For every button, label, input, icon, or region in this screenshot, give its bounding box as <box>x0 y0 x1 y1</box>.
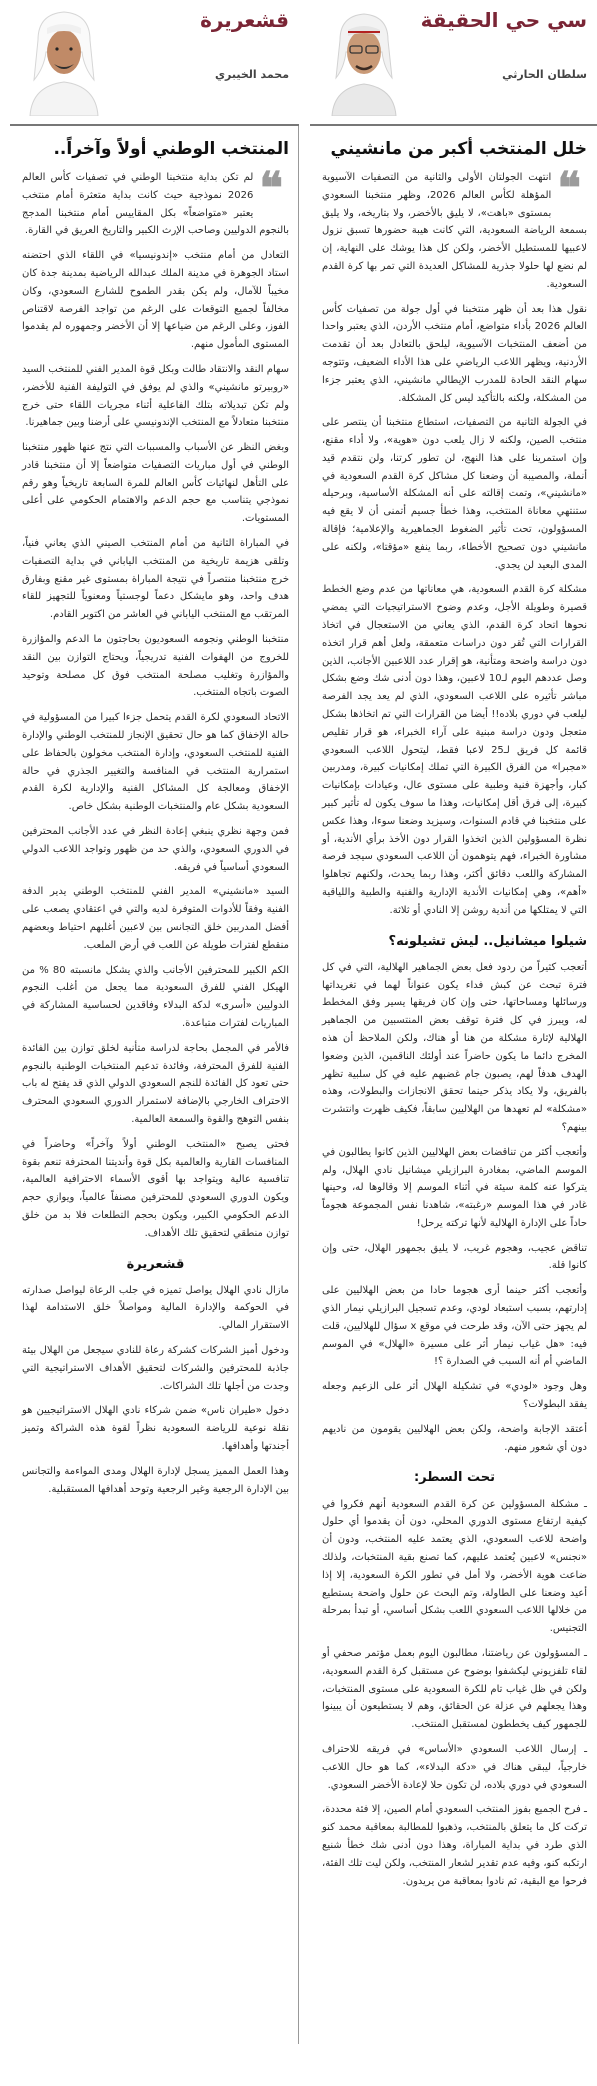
left-paragraph: مازال نادي الهلال يواصل تميزه في جلب الرعاة ليواصل صدارته في الحوكمة والإدارة المالية ومواصلاً خلق الاستدامة لهذا الاستقرار المالي. <box>22 1284 289 1332</box>
right-subheading-1: شيلوا ميشانيل.. ليش تشيلونه؟ <box>388 933 587 949</box>
left-paragraph: لم تكن بداية منتخبنا الوطني في تصفيات كأس العالم 2026 نموذجية حيث كانت بداية متعثرة أمام منتخب يعتبر «متواضعاً» بكل المقاييس أمام منتخبنا المدجج بالنجوم الدوليين وصاحب الإرث الكبير والتاريخ العريق في القارة. <box>22 171 289 237</box>
right-paragraph: انتهت الجولتان الأولى والثانية من التصفيات الآسيوية المؤهلة لكأس العالم 2026، وظهر منتخبنا السعودي بمستوى «باهت»، لا يليق بالأخضر، ولا بتاريخه، ولا يليق بسمعة الرياضة السعودية، التي كانت هيبة حضورها تسبق نزول لاعبيها للمستطيل الأخضر، ولكن كل هذا يوشك على النهاية، إن لم نضع لها حلولا جذرية للمشاكل العديدة التي تمر بها كرة القدم السعودية. <box>322 171 587 290</box>
right-paragraph: وهل وجود «لودي» في تشكيلة الهلال أثر على الزعيم وجعله يفقد البطولات؟ <box>322 1381 587 1411</box>
left-paragraph: وبغض النظر عن الأسباب والمسببات التي نتج عنها ظهور منتخبنا الوطني في أول مباريات التصفيات متواضعاً إلا أن منتخبنا قادر على التأهل لنهائيات كأس العالم للمرة السابعة تاريخياً وهو رقم نموذجي يتناسب مع حجم الدعم والاهتمام الحكومي على أعلى المستويات. <box>22 442 289 525</box>
right-paragraph: أتعجب كثيراً من ردود فعل بعض الجماهير الهلالية، التي في كل فترة تبحث عن كبش فداء يكون عنواناً لهما في تغريداتها ورسائلها ومساحاتها، حتى وإن كان فريقها يسير وفق المخطط له، ويبرز في كل فترة توقف بعض المنتسبين من الجماهير الهلالية لإثارة مشكلة من هنا أو هناك، ولكن الملاحظ أن هذه المخرج دائما ما يكون حاضراً عند أولئك الناقمين، الذين وضعوا الهدف هدفاً لهم، يصبون جام غضبهم عليه في كل سلبية تظهر بالفريق، ولا يكاد يذكر حينما تحقق الانجازات والبطولات، وهذه «مشكلة» لم تعهدها من الهلاليين سابقاً، فكيف ظهرت وانتشرت بينهم؟ <box>322 961 587 1133</box>
right-paragraph: وأتعجب أكثر من تناقضات بعض الهلاليين الذين كانوا يطالبون في الموسم الماضي، بمغادرة البرازيلي ميشانيل نادي الهلال، ولم يتركوا عنه كلمة سيئة في أثناء الموسم إلا وقالوها له، وحينها غادر في هذا الموسم «رغبته»، شاهدنا نفس المجموعة هجوماً حاداً على الإدارة الهلالية لأنها تركته يرحل! <box>322 1146 587 1229</box>
left-subheading: قشعريرة <box>126 1256 185 1272</box>
left-paragraph: دخول «طيران ناس» ضمن شركاء نادي الهلال الاستراتيجيين هو نقلة نوعية للرياضة السعودية نظراً لقوة هذه الشراكة وتميز أجندتها وأهدافها. <box>22 1405 289 1453</box>
right-paragraph: وأتعجب أكثر حينما أرى هجوما حادا من بعض الهلاليين على إدارتهم، بسبب استبعاد لودي، وعدم تسجيل البرازيلي نيمار الذي لم يجهز حتى الآن، وقد طرحت في موقع x سؤال للهلاليين، قلت فيه: «هل غياب نيمار أثر على مسيرة «الهلال» في الموسم الماضي أم أنه السبب في الصدارة ؟! <box>322 1285 588 1368</box>
left-paragraph: السيد «مانشيني» المدير الفني للمنتخب الوطني يدير الدفة الفنية وفقاً للأدوات المتوفرة لديه والتي في اعتقادي يصعب على أفضل المدربين خلق التجانس بين لاعبين أغلبهم احتياط وبعضهم منقطع لفترات طويلة عن اللعب في أرض الملعب. <box>22 886 289 951</box>
left-paragraph: في المباراة الثانية من أمام المنتخب الصيني الذي يعاني فنياً، وتلقى هزيمة تاريخية من المنتخب الياباني في بداية التصفيات خرج منتخبنا منتصراً في نتيجة المباراة بمستوى غير مقنع وبفارق هدف واحد، وهو مايشكل دعماً لوجستياً ومعنوياً للتجهيز للقاء المرتقب مع المنتخب الياباني في العاشر من اكتوبر القادم. <box>22 538 289 621</box>
left-paragraph: الكم الكبير للمحترفين الأجانب والذي يشكل مانسبته 80 % من الهيكل الفني للفرق السعودية مما يجعل من أغلب النجوم الدوليين «أسرى» لدكة البدلاء وفاقدين لحساسية المشاركة في المباريات لفترات متباعدة. <box>22 964 290 1029</box>
right-paragraph: نقول هذا بعد أن ظهر منتخبنا في أول جولة من تصفيات كأس العالم 2026 بأداء متواضع، أمام منتخب الأردن، الذي يعتبر واحدا من أضعف المنتخبات الآسيوية، ليلحق بالتعادل بعد أن تقدمت الأردنية، ويظهر اللاعب الرياضي على هذا الأداء الضعيف، وتتوجه سهام النقد الحادة للمدرب الإيطالي مانشيني، الذي يعتبر جزءا من المشكلة، ولكنه بالتأكيد ليس كل المشكلة. <box>322 303 588 404</box>
left-paragraph: ودخول أميز الشركات كشركة رعاة للنادي سيجعل من الهلال بيئة جاذبة للمحترفين والشركات لتحقيق الأهداف الاستراتيجية التي وجدت من أجلها تلك الشراكات. <box>22 1345 289 1392</box>
right-column-name: سي حي الحقيقة <box>420 8 587 32</box>
right-column <box>310 0 597 2086</box>
right-paragraph: أعتقد الإجابة واضحة، ولكن بعض الهلاليين يقومون من ناديهم دون أي شعور منهم. <box>322 1423 587 1453</box>
right-paragraph: ـ فرح الجميع بفوز المنتخب السعودي أمام الصين، إلا فئة محددة، تركت كل ما يتعلق بالمنتخب، وذهبوا للمطالبة بمعاقبة محمد كنو الذي طرد في بداية المباراة، وهذا دون أدنى شك خطأ شنيع ارتكبه كنو، وفيه عدم تقدير لشعار المنتخب، ولكن ليت تلك الفئة، فرحوا مع البقية، ثم نادوا بمعاقبة من يريدون. <box>322 1804 587 1887</box>
left-author-name: محمد الخيبري <box>214 68 289 81</box>
right-headline: خلل المنتخب أكبر من مانشيني <box>330 139 587 159</box>
right-paragraph: ـ مشكلة المسؤولين عن كرة القدم السعودية أنهم فكروا في كيفية ارتفاع مستوى الدوري المحلي، دون أن يقدموا أي حلول واضحة للاعب السعودي، الذي يعتمد عليه المنتخب، ودون أن «نجنس» لاعبين يُعتمد عليهم، كما تصنع بقية المنتخبات، ولذلك ضاعت هوية الأخضر، ولا أمل في تطور الكرة السعودية، إلا إذا أعيد وضعنا على الطاولة، وتم البحث عن حلول واضحة يستطيع من خلالها اللاعب السعودي اللعب بشكل أساسي، أو تبدأ بمرحلة التجنيس. <box>322 1498 587 1635</box>
left-author-photo <box>18 4 110 116</box>
left-column-header <box>10 0 299 126</box>
right-paragraph: ـ إرسال اللاعب السعودي «الأساس» في فريقه للاحتراف خارجياً، ليبقى هناك في «دكة البدلاء»، كما هو حال اللاعب السعودي في دوري بلاده، لن تكون حلا لإعادة الأخضر السعودي. <box>322 1743 587 1791</box>
left-paragraph: فمن وجهة نظري ينبغي إعادة النظر في عدد الأجانب المحترفين في الدوري السعودي، والذي حد من ظهور وتواجد اللاعب الدولي السعودي أساسياً في فريقه. <box>22 826 289 873</box>
right-paragraph: في الجولة الثانية من التصفيات، استطاع منتخبنا أن ينتصر على منتخب الصين، ولكنه لا زال يلعب دون «هوية»، ولا أداء مقنع، وإن استمرينا على هذا النهج، لن تطور كرتنا، ولن نتقدم قيد أنملة، والمصيبة أن وضعنا كل مشاكل كرة القدم السعودية في «مانشيني»، وتمت إقالته على أنه المشكلة الأساسية، وبرحيله ستنتهي معاناة المنتخب، وهذا خطأ جسيم أتمنى أن لا يقع فيه المسؤولون، تحت تأثير الضغوط الجماهيرية والإعلامية؛ فإقالة مانشيني دون تصحيح الأخطاء، ربما ينفع «مؤقتا»، ولكنه على المدى البعيد لن يجدي. <box>322 417 587 571</box>
right-article-body <box>310 161 597 1890</box>
right-author-name: سلطان الحارثي <box>502 68 587 81</box>
left-column-name: قشعريرة <box>200 8 289 32</box>
right-subheading-2: تحت السطر: <box>413 1470 496 1486</box>
quote-mark-icon: ❝ <box>259 162 283 214</box>
left-column <box>10 0 299 2086</box>
left-article-body <box>10 161 299 1499</box>
left-paragraph: فحتى يصبح «المنتخب الوطني أولاً وآخراً» وحاضراً في المنافسات القارية والعالمية بكل قوة وأنديتنا المحترفة تنعم بقوة تنافسية عالية ويتواجد بها أقوى الأسماء الاحترافية العالمية، ويكون الدوري السعودي للمحترفين مصنفاً عالمياً، ويوازي حجم الدعم الحكومي الكبير، ويكون بحجم التطلعات فلا بد من خلق توازن منطقي لتحقيق تلك الأهداف. <box>22 1138 289 1239</box>
left-paragraph: التعادل من أمام منتخب «إندونيسيا» في اللقاء الذي احتضنه استاد الجوهرة في مدينة الملك عبدالله الرياضية بمدينة جدة كان مخيباً للآمال، ولم يكن بقدر الطموح للشارع السعودي، وكان مخالفاً لجميع التوقعات على الرغم من تواجد الفرصة لاقتناص الفوز، وعلى الرغم من ضياعها إلا أن الأخضر وجمهوره لم يقدموا المستوى المأمول منهم. <box>22 250 289 351</box>
left-paragraph: سهام النقد والانتقاد طالت وبكل قوة المدير الفني للمنتخب السيد «روبيرتو مانشيني» والذي لم يوفق في التوليفة الفنية للأخضر، ولم تكن تبديلاته بتلك الفاعلية أثناء مجريات اللقاء حتى خرج منتخبنا متعادلاً مع المنتخب الإندونيسي على أرضنا وبين جماهيرنا. <box>22 363 289 429</box>
right-paragraph: ـ المسؤولون عن رياضتنا، مطالبون اليوم بعمل مؤتمر صحفي أو لقاء تلفزيوني ليكشفوا بوضوح عن مستقبل كرة القدم السعودية، ولكن في ظل غياب تام للكرة السعودية على مستوى المنتخبات، وهذا يجعلهم في عزلة عن الحقائق، وهم لا يستطيعون أن يبينوا للجمهور كيف يخططون لمستقبل المنتخب. <box>322 1647 587 1731</box>
right-author-photo <box>318 4 410 116</box>
left-paragraph: وهذا العمل المميز يسجل لإدارة الهلال ومدى المواءمة والتجانس بين الإدارة الرجعية وغير الرجعية وتوحد أهدافها المستقبلية. <box>22 1465 289 1495</box>
right-paragraph: مشكلة كرة القدم السعودية، هي معاناتها من عدم وضع الخطط قصيرة وطويلة الأجل، وعدم وضوح الاستراتيجيات التي يمضي نحوها اتحاد كرة القدم، الذي يعاني من الاستعجال في اتخاذ القرارات التي تُقر دون دراسات متعمقة، ولعل أهم قرار اتخذه دون دراسة واضحة ومتأنية، هو إقرار عدد اللاعبين الأجانب، الذين وصل عددهم اليوم لـ10 لاعبين، وهذا دون أدنى شك وضع بشكل مباشر تأثيره على اللاعب السعودي، الذي لم يعد يجد الفرصة ليلعب في دوري بلاده!! أيضا من القرارات التي تم اتخاذها بشكل متعجل ودون دراسة مبنية على آراء الخبراء، هو قرار تقليص قائمة كل فريق لـ25 لاعبا فقط، ليتحول اللاعب السعودي «مجبرا» من الفرق الكبيرة التي تملك إمكانيات كبيرة، ومدربين كبار، وأجهزة فنية وطبية على مستوى عال، وعيادات بإمكانيات كبيرة، إلى فرق أقل إمكانيات، وهذا ما سوف يكون له تأثير كبير على منتخبنا في قادم السنوات، وسيزيد وضعنا سوءا، وهذا عكس نظرة المسؤولين الذين اتخذوا القرار دون الأخذ برأي الأندية، أو مشاورة الخبراء، فهم يتوهمون أن اللاعب السعودي سيجد فرصة المشاركة واللعب دقائق أكثر، وهذا ربما يحدث، ولكنهم تجاهلوا «أهم»، وهي إمكانيات الأندية الإدارية والفنية والطبية واللياقية التي لا يمتلكها من أندية روشن إلا النادي أو ثلاثة. <box>322 584 587 916</box>
left-headline: المنتخب الوطني أولاً وآخراً.. <box>53 139 289 159</box>
right-paragraph: تناقض عجيب، وهجوم غريب، لا يليق بجمهور الهلال، حتى وإن كانوا قلة. <box>322 1242 587 1272</box>
left-paragraph: فالأمر في المجمل بحاجة لدراسة متأنية لخلق توازن بين الفائدة الفنية للفرق المحترفة، وفائدة تدعيم المنتخبات الوطنية بالنجوم حتى تعود كل الفائدة للنجم السعودي الدولي الذي قد يفتح له باب الاحتراف الخارجي بالإضافة لاستمرار الدوري السعودي المحترف بنفس التوهج والقوة والسمعة العالمية. <box>22 1042 289 1125</box>
right-column-header <box>310 0 597 126</box>
left-paragraph: منتخبنا الوطني ونجومه السعوديون بحاجتون ما الدعم والمؤازرة للخروج من الهفوات الفنية تدريجياً، ويحتاج التوازن بين النقد والمؤازرة وتغليب مصلحة المنتخب فوق كل مصلحة وتوحيد الصوت باتجاه المنتخب. <box>22 634 289 699</box>
quote-mark-icon: ❝ <box>557 162 581 214</box>
left-paragraph: الاتحاد السعودي لكرة القدم يتحمل جزءا كبيرا من المسؤولية في حالة الإخفاق كما هو حال تحقيق الإنجاز للمنتخب الوطني والإدارة الفنية للمنتخب السعودي، وإدارة المنتخب مخولون بالحفاظ على استمرارية المنتخب في المنافسة والتغيير الجذري في حالة الإخفاق ومعالجة كل المشاكل الفنية والإدارية لكرة القدم السعودية بشكل عام والمنتخبات الوطنية بشكل خاص. <box>22 712 289 813</box>
